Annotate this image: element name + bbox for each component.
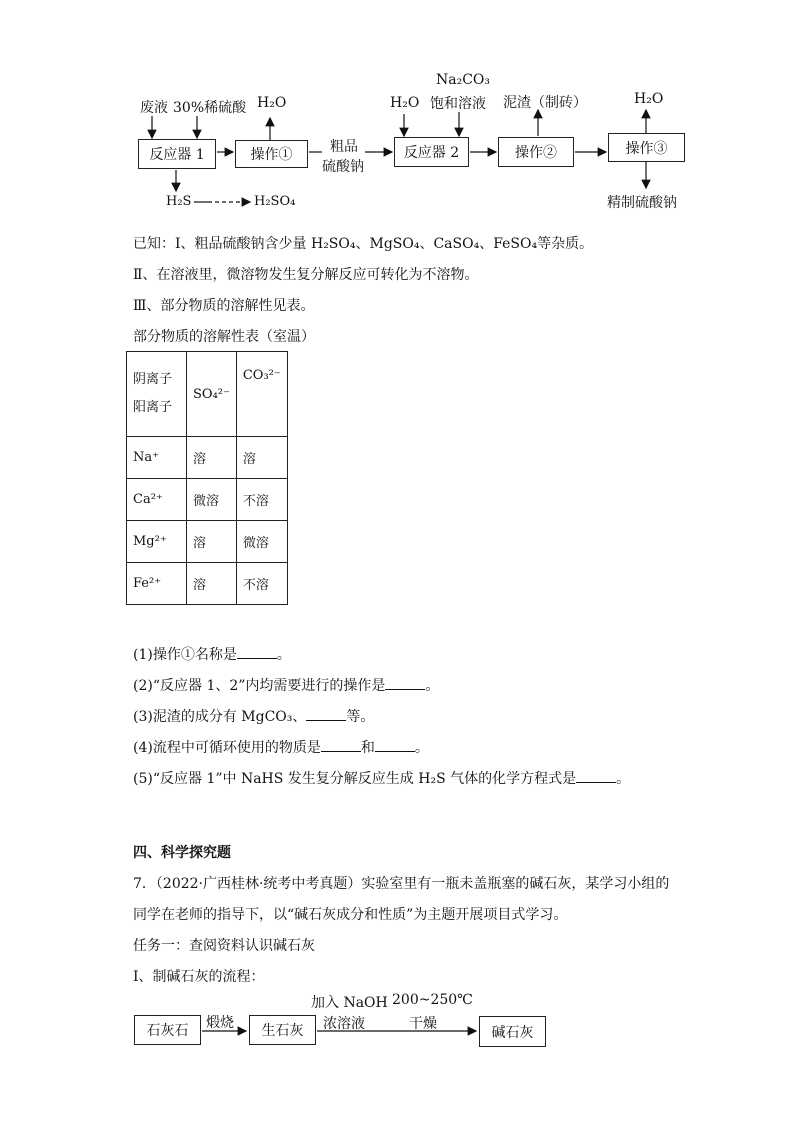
quicklime-box: 生石灰	[249, 1015, 316, 1045]
answer-blank[interactable]	[237, 646, 277, 659]
table-row	[127, 521, 288, 563]
answer-blank[interactable]	[375, 739, 415, 752]
row-carbonate: 不溶	[236, 563, 287, 605]
answer-blank[interactable]	[306, 708, 346, 721]
reactor-1-box: 反应器 1	[138, 139, 216, 169]
question-5	[133, 768, 630, 788]
operation-2-box: 操作②	[498, 137, 574, 167]
label-refined: 精制硫酸钠	[607, 195, 677, 211]
operation-1-box: 操作①	[235, 140, 308, 168]
row-carbonate: 不溶	[236, 479, 287, 521]
q3-text: (3)泥渣的成分有 MgCO₃、	[133, 709, 307, 725]
q4-and: 和	[360, 740, 375, 756]
label-h2o-op1: H₂O	[257, 95, 287, 111]
question-1	[133, 644, 291, 664]
row-ion: Fe²⁺	[127, 563, 187, 605]
label-calcine: 煅烧	[206, 1015, 234, 1031]
table-row	[127, 437, 288, 479]
q1-end: 。	[276, 647, 291, 663]
header-sulfate: SO₄²⁻	[187, 352, 237, 437]
q2-text: (2)“反应器 1、2”内均需要进行的操作是	[133, 678, 386, 694]
label-h2o-op3: H₂O	[634, 91, 664, 107]
table-row	[127, 563, 288, 605]
known-line-2: Ⅱ、在溶液里，微溶物发生复分解反应可转化为不溶物。	[133, 267, 479, 283]
question-3	[133, 706, 374, 726]
task-1: 任务一：查阅资料认识碱石灰	[133, 938, 315, 954]
row-ion: Ca²⁺	[127, 479, 187, 521]
label-h2o-r2: H₂O	[390, 95, 420, 111]
soda-lime-box: 碱石灰	[479, 1016, 546, 1047]
known-line-1: 已知：Ⅰ、粗品硫酸钠含少量 H₂SO₄、MgSO₄、CaSO₄、FeSO₄等杂质。	[133, 236, 594, 252]
row-carbonate: 微溶	[236, 521, 287, 563]
row-sulfate: 溶	[187, 437, 237, 479]
label-crude-2: 硫酸钠	[322, 159, 364, 175]
label-saturated: 饱和溶液	[430, 96, 486, 112]
operation-3-box: 操作③	[608, 133, 685, 162]
section-heading: 四、科学探究题	[133, 845, 231, 861]
table-header-row	[127, 352, 288, 437]
question-4	[133, 737, 429, 757]
limestone-box: 石灰石	[134, 1015, 201, 1045]
q7-line-1: 7．（2022·广西桂林·统考中考真题）实验室里有一瓶未盖瓶塞的碱石灰，某学习小组的	[133, 876, 670, 892]
header-cation: 阳离子	[133, 400, 173, 415]
label-add-naoh: 加入 NaOH	[311, 995, 388, 1011]
row-ion: Mg²⁺	[127, 521, 187, 563]
known-line-3: Ⅲ、部分物质的溶解性见表。	[133, 298, 315, 314]
answer-blank[interactable]	[576, 770, 616, 783]
q1-text: (1)操作①名称是	[133, 647, 237, 663]
q2-end: 。	[425, 678, 440, 694]
label-dry: 干燥	[409, 1016, 437, 1032]
label-waste: 废液	[140, 100, 168, 116]
label-h2so4: H₂SO₄	[254, 194, 296, 209]
row-carbonate: 溶	[236, 437, 287, 479]
q4-end: 。	[414, 740, 429, 756]
answer-blank[interactable]	[321, 739, 361, 752]
label-conc-solution: 浓溶液	[323, 1016, 365, 1032]
label-h2s: H₂S	[166, 194, 192, 209]
row-ion: Na⁺	[127, 437, 187, 479]
header-corner	[127, 352, 187, 437]
label-acid: 30%稀硫酸	[173, 100, 247, 116]
solubility-table	[126, 351, 288, 605]
label-mud: 泥渣（制砖）	[503, 95, 587, 111]
question-2	[133, 675, 439, 695]
row-sulfate: 溶	[187, 521, 237, 563]
row-sulfate: 溶	[187, 563, 237, 605]
header-anion: 阴离子	[133, 372, 173, 387]
q5-end: 。	[616, 771, 631, 787]
reactor-2-box: 反应器 2	[394, 137, 469, 167]
q7-line-2: 同学在老师的指导下，以“碱石灰成分和性质”为主题开展项目式学习。	[133, 907, 568, 923]
table-caption: 部分物质的溶解性表（室温）	[133, 329, 315, 345]
row-sulfate: 微溶	[187, 479, 237, 521]
label-temperature: 200~250℃	[392, 992, 473, 1008]
sub-item-1: Ⅰ、制碱石灰的流程：	[133, 969, 265, 985]
label-crude-1: 粗品	[330, 139, 358, 155]
table-row	[127, 479, 288, 521]
label-na2co3: Na₂CO₃	[436, 72, 491, 88]
q4-text: (4)流程中可循环使用的物质是	[133, 740, 321, 756]
header-carbonate: CO₃²⁻	[236, 352, 287, 437]
answer-blank[interactable]	[385, 677, 425, 690]
q3-end: 等。	[346, 709, 375, 725]
q5-text: (5)“反应器 1”中 NaHS 发生复分解反应生成 H₂S 气体的化学方程式是	[133, 771, 577, 787]
